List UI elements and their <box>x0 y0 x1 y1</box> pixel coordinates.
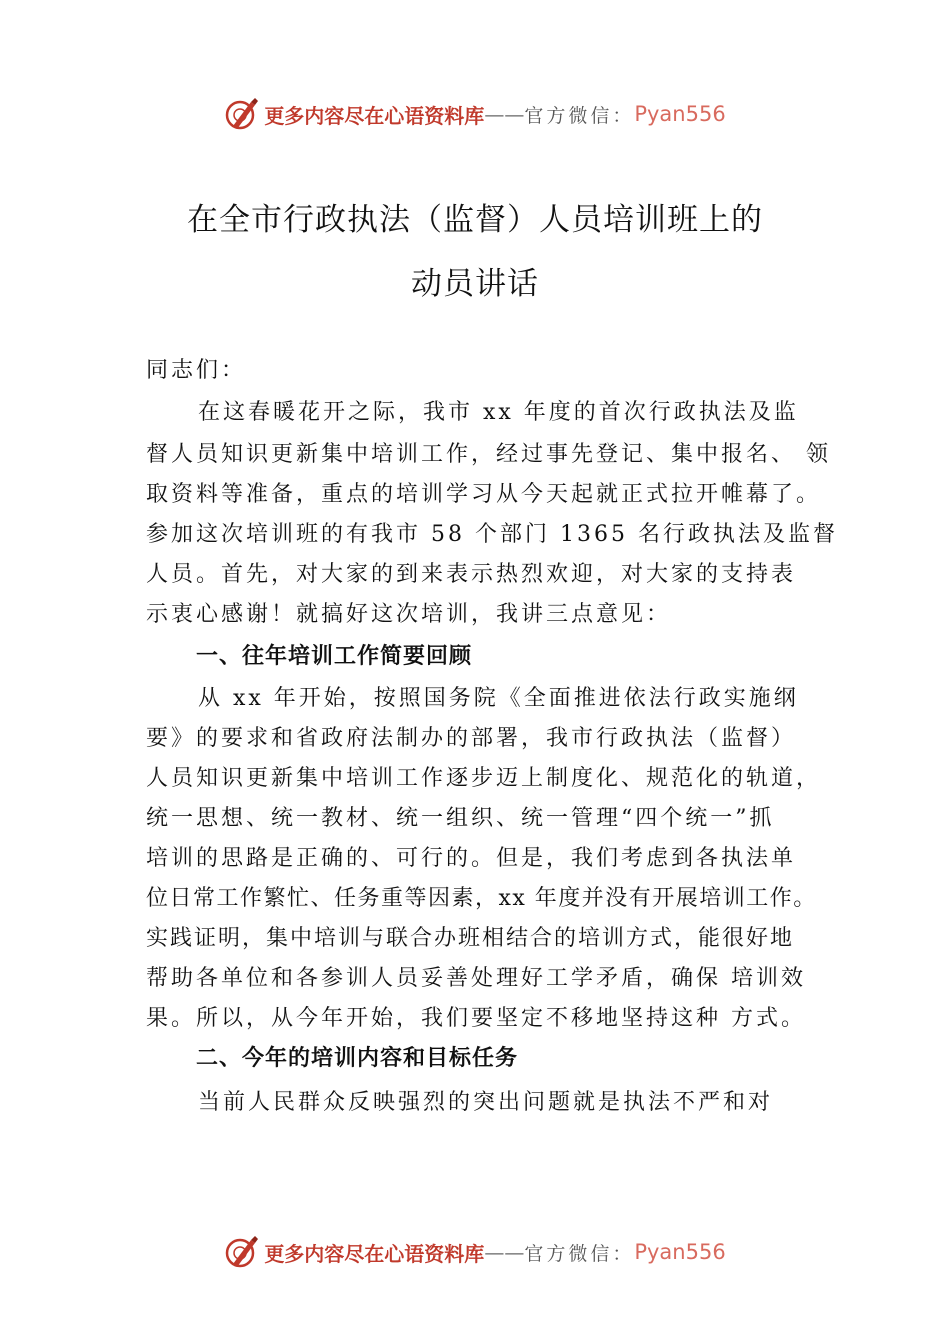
watermark-separator: —— <box>484 102 525 126</box>
paragraph-line: 人员。首先，对大家的到来表示热烈欢迎，对大家的支持表 <box>146 562 797 587</box>
pen-logo-icon <box>224 96 260 132</box>
paragraph-line: 在这春暖花开之际，我市 xx 年度的首次行政执法及监 <box>198 400 799 425</box>
paragraph-line: 帮助各单位和各参训人员妥善处理好工学矛盾，确保 培训效 <box>146 966 806 991</box>
footer-watermark <box>0 1230 950 1274</box>
paragraph-line: 果。所以，从今年开始，我们要坚定不移地坚持这种 方式。 <box>146 1006 806 1031</box>
pen-logo-icon <box>224 1234 260 1270</box>
paragraph-line: 实践证明，集中培训与联合办班相结合的培训方式，能很好地 <box>146 926 795 951</box>
paragraph-line: 参加这次培训班的有我市 58 个部门 1365 名行政执法及监督 <box>146 522 838 547</box>
watermark-separator: —— <box>484 1240 525 1264</box>
paragraph-line: 督人员知识更新集中培训工作，经过事先登记、集中报名、 领 <box>146 442 831 467</box>
paragraph-line: 人员知识更新集中培训工作逐步迈上制度化、规范化的轨道， <box>146 766 822 791</box>
document-title-line2: 动员讲话 <box>411 266 539 302</box>
watermark-label: 官方微信： <box>524 1242 635 1265</box>
salutation: 同志们： <box>146 358 247 383</box>
section-heading-2: 二、今年的培训内容和目标任务 <box>196 1046 519 1071</box>
section-heading-1: 一、往年培训工作简要回顾 <box>196 644 473 669</box>
paragraph-line: 位日常工作繁忙、任务重等因素，xx 年度并没有开展培训工作。 <box>146 886 817 911</box>
watermark-label: 官方微信： <box>524 104 635 127</box>
paragraph-line: 当前人民群众反映强烈的突出问题就是执法不严和对 <box>198 1090 774 1115</box>
paragraph-line: 示衷心感谢！就搞好这次培训，我讲三点意见： <box>146 602 672 627</box>
watermark-id: Pyan556 <box>634 1240 726 1264</box>
paragraph-line: 培训的思路是正确的、可行的。但是，我们考虑到各执法单 <box>146 846 797 871</box>
watermark-brand: 更多内容尽在心语资料库 <box>264 1241 485 1266</box>
paragraph-line: 从 xx 年开始，按照国务院《全面推进依法行政实施纲 <box>198 686 799 711</box>
paragraph-line: 取资料等准备，重点的培训学习从今天起就正式拉开帷幕了。 <box>146 482 822 507</box>
header-watermark <box>0 92 950 136</box>
watermark-id: Pyan556 <box>634 102 726 126</box>
watermark-brand: 更多内容尽在心语资料库 <box>264 103 485 128</box>
document-title-line1: 在全市行政执法（监督）人员培训班上的 <box>187 202 763 238</box>
paragraph-line: 统一思想、统一教材、统一组织、统一管理“四个统一”抓 <box>146 806 775 831</box>
paragraph-line: 要》的要求和省政府法制办的部署，我市行政执法（监督） <box>146 726 797 751</box>
